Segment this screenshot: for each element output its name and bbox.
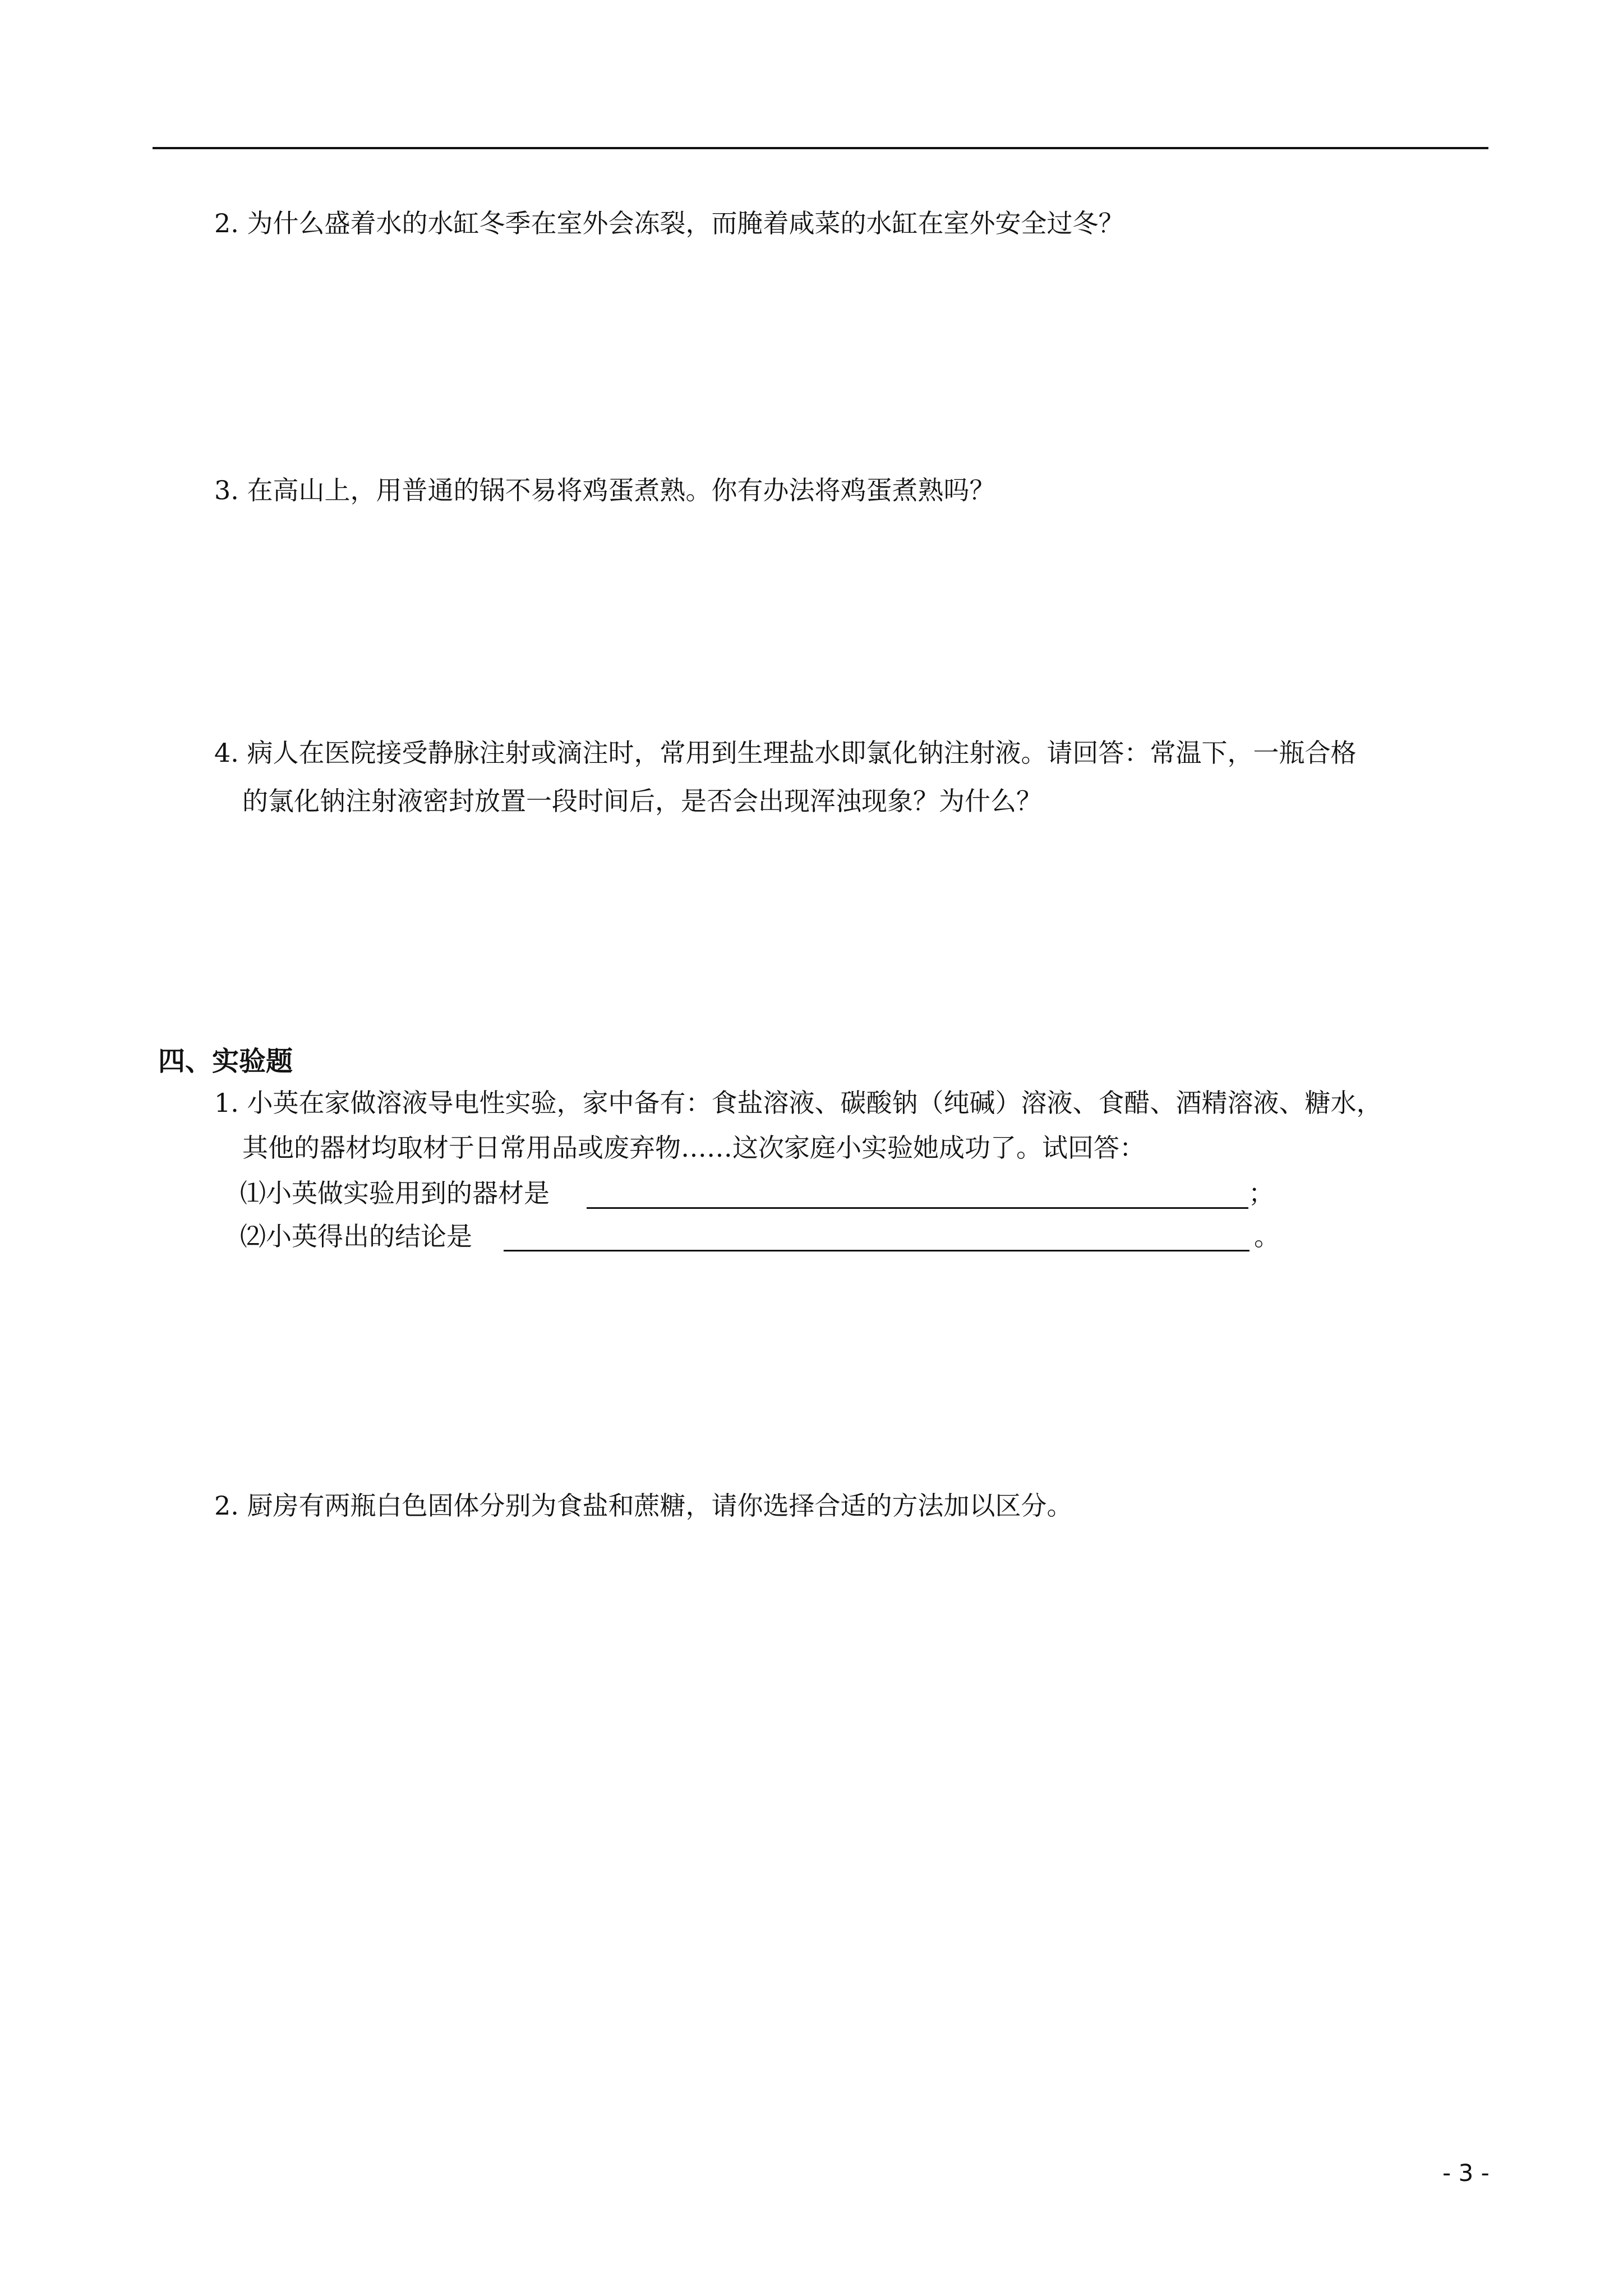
experiment-1-sub-2-end: 。 xyxy=(1254,1221,1280,1251)
section-heading-experiment: 四、实验题 xyxy=(158,1046,293,1077)
page-number: - 3 - xyxy=(1442,2159,1490,2187)
experiment-1-sub-1-label: ⑴小英做实验用到的器材是 xyxy=(240,1178,550,1208)
answer-blank-1[interactable] xyxy=(587,1207,1248,1209)
experiment-2: 2. 厨房有两瓶白色固体分别为食盐和蔗糖，请你选择合适的方法加以区分。 xyxy=(214,1490,1073,1521)
question-4-line-1: 4. 病人在医院接受静脉注射或滴注时，常用到生理盐水即氯化钠注射液。请回答：常温下，一瓶合格 xyxy=(214,738,1357,768)
question-4-line-2: 的氯化钠注射液密封放置一段时间后，是否会出现浑浊现象？为什么？ xyxy=(242,786,1042,816)
header-rule xyxy=(153,147,1488,149)
experiment-1-sub-1-end: ； xyxy=(1248,1178,1274,1208)
question-3: 3. 在高山上，用普通的锅不易将鸡蛋煮熟。你有办法将鸡蛋煮熟吗？ xyxy=(214,475,995,505)
experiment-1-sub-2-label: ⑵小英得出的结论是 xyxy=(240,1221,472,1251)
experiment-1-line-2: 其他的器材均取材于日常用品或废弃物……这次家庭小实验她成功了。试回答： xyxy=(242,1133,1145,1163)
experiment-1-line-1: 1. 小英在家做溶液导电性实验，家中备有：食盐溶液、碳酸钠（纯碱）溶液、食醋、酒精溶液、糖水， xyxy=(214,1088,1382,1118)
question-2: 2. 为什么盛着水的水缸冬季在室外会冻裂，而腌着咸菜的水缸在室外安全过冬？ xyxy=(214,208,1124,238)
answer-blank-2[interactable] xyxy=(504,1250,1249,1251)
